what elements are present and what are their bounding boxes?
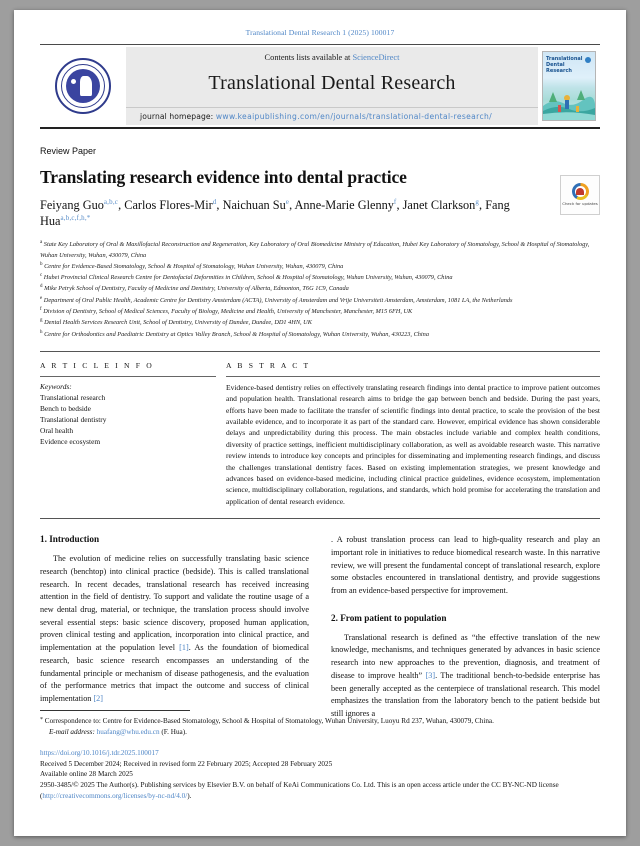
paragraph-intro-continued: . A robust translation process can lead to high-quality research and play an important role in initiatives to reduce biomedical research waste. In this narrative review, we will present the fundamental concept of translational research, explore some obstacles encountered in translational dentistry, and provide suggestions from an evidence-based perspective for improvement. <box>331 535 600 595</box>
keyword-item: Translational research <box>40 392 106 402</box>
article-type: Review Paper <box>40 146 97 156</box>
section2-text-part1: Translational research is defined as “the effective translation of the new knowledge, mechanisms, and techniques generated by advances in basic science research into new approaches to the prevention, diagnosis, and treatment of disease to improve health” <box>331 632 600 680</box>
copyright-part1: 2950-3485/© 2025 The Author(s). Publishing services by Elsevier B.V. on behalf of KeAi Communications Co. Ltd. This is an open access article under the CC BY-NC-ND license ( <box>40 781 559 801</box>
affiliation-item <box>40 329 600 340</box>
page-footer <box>40 710 600 802</box>
correspondence-note <box>40 716 600 727</box>
affiliation-marker: d <box>40 284 43 290</box>
keyword-item: Translational dentistry <box>40 415 107 425</box>
affiliation-text: Hubei Provincial Clinical Research Centre for Dentofacial Deformities in Children, School & Hospital of Stomatology, Wuhan University, Wuhan, 430079, China <box>42 274 453 282</box>
abstract-heading: A B S T R A C T <box>226 360 311 370</box>
affiliation-marker: h <box>40 329 43 335</box>
footnote-divider <box>40 710 190 711</box>
email-link[interactable]: huafang@whu.edu.cn <box>96 727 160 736</box>
intro-text-part2: . As the foundation of biomedical research, basic science research encompasses an understanding of the fundamental principle or mechanism of disease pathogenesis, and the evaluation of the performance metrics that impact the outcome and success of clinical implementation <box>40 643 309 703</box>
citation-ref-1[interactable]: [1] <box>179 643 189 653</box>
paper-page <box>14 10 626 836</box>
paragraph-section2 <box>331 632 600 721</box>
affiliation-marker: e <box>40 295 43 301</box>
journal-masthead <box>40 44 600 129</box>
affiliation-item <box>40 239 600 260</box>
sciencedirect-link[interactable]: ScienceDirect <box>352 53 400 62</box>
received-dates: Received 5 December 2024; Received in revised form 22 February 2025; Accepted 28 February 2025 <box>40 759 333 768</box>
publication-meta <box>40 748 600 803</box>
crossmark-ring-icon <box>572 183 589 200</box>
email-suffix: (F. Hua). <box>161 727 187 736</box>
affiliation-marker: c <box>40 273 43 279</box>
keyword-item: Evidence ecosystem <box>40 437 101 447</box>
affiliation-item <box>40 295 600 306</box>
crossmark-badge[interactable] <box>560 175 600 215</box>
journal-title: Translational Dental Research <box>208 72 456 94</box>
abstract-text: Evidence-based dentistry relies on effectively translating research findings into dental practice to improve patient outcomes and population health. Translational research aims to bridge the gap between bench and bedside. During the past years, efforts have been made to facilitate the transfer of scientific findings into dental practice, to scale the provision of the best available evidence, and to incorporate it as part of the standard care. However, empirical evidence has shown considerable delays and unpredictability during this process. The main obstacles include variable and complex health conditions, diversity of practice settings, inefficient multidisciplinary collaboration, as well as avoidable research waste. This narrative review intends to introduce key concepts and principles for disseminating and implementing research findings, and discuss the challenges translational dentistry faces. Based on existing implementation strategies, we present knowledge and advances based on evidence-based medicine, including clinical practice guidelines, evidence ecosystem, implementation science, multidisciplinary collaboration, regulations, and standards, which hold promise for accelerating the translation and application of dental research evidence. <box>226 382 600 506</box>
affiliation-item <box>40 261 600 272</box>
section-heading-from-patient-to-population: 2. From patient to population <box>331 612 447 623</box>
keywords-list <box>40 392 216 448</box>
cover-logo-dot-icon <box>585 57 591 63</box>
license-link[interactable]: http://creativecommons.org/licenses/by-nc-nd/4.0/ <box>42 792 188 801</box>
affiliation-list <box>40 239 600 339</box>
keyword-item: Oral health <box>40 426 74 436</box>
body-columns <box>40 534 600 720</box>
body-column-left <box>40 534 309 720</box>
journal-cover <box>538 47 600 125</box>
cover-thumbnail <box>542 51 596 121</box>
citation-ref-3[interactable]: [3] <box>425 670 436 680</box>
affiliation-item <box>40 317 600 328</box>
keywords-label: Keywords: <box>40 381 72 391</box>
author-list: Feiyang Guo$^{a,b,c}$, Carlos Flores-Mir$^d$, Naichuan Su$^e$, Anne-Marie Glenny$^f$, Janet Clarkson$^g$, Fang Hua$^{a,b,c,f,h,*}$ <box>40 197 510 229</box>
homepage-url[interactable]: www.keaipublishing.com/en/journals/translational-dental-research/ <box>215 112 493 121</box>
title-block <box>40 167 600 229</box>
affiliation-marker: g <box>40 318 43 324</box>
copyright-part2: ). <box>187 792 192 801</box>
section-heading-introduction: 1. Introduction <box>40 534 100 545</box>
paragraph-intro <box>40 553 309 705</box>
affiliation-marker: f <box>40 307 42 313</box>
contents-prefix: Contents lists available at <box>264 53 353 62</box>
copyright-notice <box>40 780 600 802</box>
journal-homepage-line <box>126 107 538 125</box>
contents-line <box>126 53 538 62</box>
page-title: Translating research evidence into dental practice <box>40 167 407 187</box>
masthead-center <box>126 47 538 125</box>
affiliation-text: Centre for Evidence-Based Stomatology, School & Hospital of Stomatology, Wuhan University, Wuhan, 430079, China <box>42 263 344 270</box>
crossmark-label: Check for updates <box>562 201 598 207</box>
article-info-column <box>40 361 226 507</box>
available-online: Available online 28 March 2025 <box>40 770 133 779</box>
keyword-item: Bench to bedside <box>40 403 91 413</box>
affiliation-text: Department of Oral Public Health, Academic Centre for Dentistry Amsterdam (ACTA), University of Amsterdam and Vrije Universiteit Amsterdam, Amsterdam, 1081 LA, the Netherlands <box>42 296 513 304</box>
cover-title: Translational Dental Research <box>546 56 583 74</box>
journal-logo <box>40 47 126 125</box>
affiliation-text: Centre for Orthodontics and Paediatric Dentistry at Optics Valley Branch, School & Hospital of Stomatology, Wuhan University, Wuhan, 430223, China <box>42 330 429 338</box>
affiliation-marker: a <box>40 240 43 246</box>
email-label: E-mail address: <box>49 727 95 736</box>
affiliation-marker: b <box>40 261 43 267</box>
email-note <box>40 727 600 738</box>
correspondence-text: Correspondence to: Centre for Evidence-Based Stomatology, School & Hospital of Stomatology, Wuhan University, Luoyu Rd 237, Wuhan, 430079, China. <box>44 717 494 725</box>
abstract-column <box>226 361 600 507</box>
citation-ref-2[interactable]: [2] <box>93 693 103 703</box>
homepage-label: journal homepage: <box>140 112 216 121</box>
cover-artwork <box>543 76 595 120</box>
affiliation-item <box>40 283 600 294</box>
running-head: Translational Dental Research 1 (2025) 100017 <box>245 28 395 37</box>
affiliation-text: Dental Health Services Research Unit, School of Dentistry, University of Dundee, Dundee, DD1 4HN, UK <box>42 319 312 327</box>
affiliation-item <box>40 306 600 317</box>
body-column-right <box>331 534 600 720</box>
affiliation-item <box>40 272 600 283</box>
section2-text-part2: . The traditional bench-to-bedside enterprise has been generally accepted as the centerpiece of translational research. This model emphasizes the translation from the laboratory bench to the patient bedside but still ignores a <box>331 670 600 718</box>
affiliation-text: Mike Petryk School of Dentistry, Faculty of Medicine and Dentistry, University of Alberta, Edmonton, T6G 1C9, Canada <box>42 285 349 293</box>
keai-emblem-icon <box>55 58 111 114</box>
affiliation-text: State Key Laboratory of Oral & Maxillofacial Reconstruction and Regeneration, Key Laboratory of Oral Biomedicine Ministry of Education, Hubei Key Laboratory of Stomatology, School & Hospital of Stomatology, Wuhan University, Wuhan, 430079, China <box>40 241 590 259</box>
article-info-abstract-band <box>40 351 600 519</box>
affiliation-text: Division of Dentistry, School of Medical Sciences, Faculty of Biology, Medicine and Health, University of Manchester, Manchester, M15 6FH, UK <box>41 308 413 316</box>
article-info-heading: A R T I C L E I N F O <box>40 360 154 370</box>
doi-link[interactable]: https://doi.org/10.1016/j.tdr.2025.100017 <box>40 748 159 757</box>
intro-text-part1: The evolution of medicine relies on successfully translating basic science research (benchtop) into clinical practice (bedside). This is called translational research. In recent decades, translational research has received increasing attention in the field of dentistry. To support and validate the routine usage of a new dental drug, material, or technique, the translation process should involve several essential steps: basic science discovery, proposed human application, proven clinical testing and application, incorporation into clinical practice, and implementation at the population level <box>40 554 309 653</box>
correspondence-marker: * <box>40 717 43 723</box>
